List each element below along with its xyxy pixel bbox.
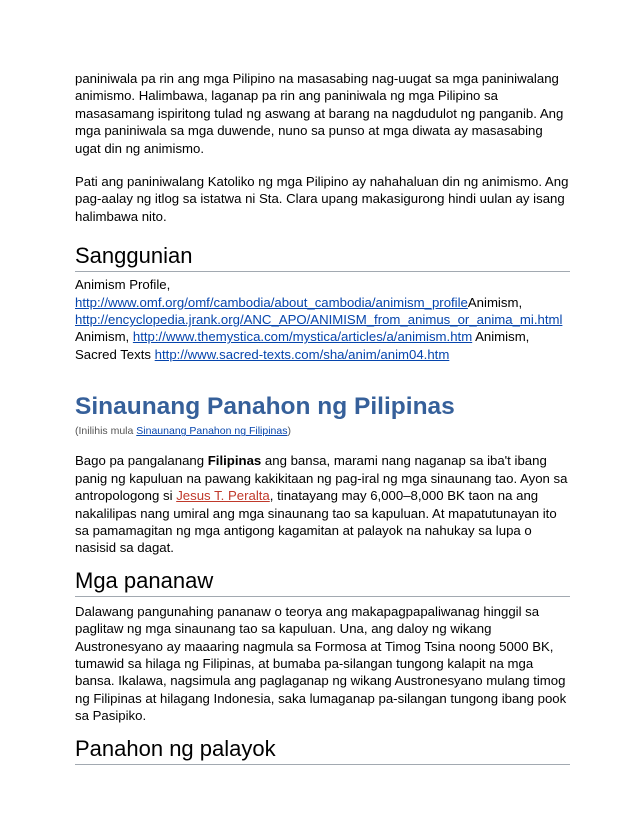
redirect-prefix: (Inilihis mula: [75, 425, 134, 438]
ref-text-1: Animism Profile,: [75, 277, 171, 293]
ref-link-omf[interactable]: http://www.omf.org/omf/cambodia/about_cambodia/animism_profile: [75, 294, 468, 310]
paragraph-sinaunang-panahon: [75, 452, 570, 556]
paragraph-mga-pananaw: Dalawang pangunahing pananaw o teorya ang makapagpapaliwanag hinggil sa paglitaw ng mga sinaunang tao sa kapuluan. Una, ang daloy ng wikang Austronesyano ay maaaring nagmula sa Formosa at Timog Tsina noong 5000 BK, tumawid sa hilaga ng Filipinas, at bumaba pa-silangan tungong kalapit na mga bansa. Ikalawa, nagsimula ang paglaganap ng wikang Austronesyano mulang timog ng Filipinas at hilagang Indonesia, saka lumaganap pa-silangan tungong ibang pook sa Pasipiko.: [75, 603, 567, 724]
ref-text-2: Animism,: [467, 294, 523, 310]
intro-text-a: Bago pa pangalanang: [75, 453, 205, 469]
ref-link-sacred-texts[interactable]: http://www.sacred-texts.com/sha/anim/anim04.htm: [154, 346, 450, 362]
intro-text-c: , tinatayang may 6,000–8,000 BK taon na ang nakalilipas nang umiral ang mga sinaunang tao sa kapuluan. At mapatutunayan ito sa pamamagitan ng mga antigong kagamitan at palayok na nahukay sa lupa o nasisid sa dagat.: [75, 488, 557, 556]
ref-link-themystica[interactable]: http://www.themystica.com/mystica/articles/a/animism.htm: [132, 329, 473, 345]
page-content: [75, 70, 570, 765]
ref-text-3: Animism,: [75, 329, 130, 345]
ref-text-4: Animism, Sacred Texts: [75, 329, 530, 362]
ref-link-jrank[interactable]: http://encyclopedia.jrank.org/ANC_APO/ANIMISM_from_animus_or_anima_mi.html: [75, 312, 563, 328]
heading-mga-pananaw: Mga pananaw: [75, 567, 570, 597]
heading-sanggunian: Sanggunian: [75, 242, 570, 272]
paragraph-animism-beliefs: paniniwala pa rin ang mga Pilipino na masasabing nag-uugat sa mga paniniwalang animismo. Halimbawa, laganap pa rin ang paniniwala ng mga Pilipino sa masasamang ispiritong tulad ng aswang at barang na nagdudulot ng panganib. Ang mga paniniwala sa mga duwende, nuno sa punso at mga diwata ay masasabing ugat din ng animismo.: [75, 71, 564, 156]
section-title: Sinaunang Panahon ng Pilipinas: [75, 393, 455, 421]
intro-text-b: ang bansa, marami nang naganap sa iba't ibang panig ng kapuluan na pawang kakikitaan ng pag-iral ng mga sinaunang tao. Ayon sa antropologong si: [75, 453, 568, 504]
references-list: [75, 276, 570, 363]
redirect-suffix: ): [287, 425, 291, 438]
heading-panahon-ng-palayok: Panahon ng palayok: [75, 735, 570, 765]
paragraph-catholic-animism: Pati ang paniniwalang Katoliko ng mga Pilipino ay nahahaluan din ng animismo. Ang pag-aalay ng itlog sa istatwa ni Sta. Clara upang makasigurong hindi uulan ay isang halimbawa nito.: [75, 174, 569, 224]
peralta-link[interactable]: Jesus T. Peralta: [176, 488, 270, 504]
redirect-note: [75, 424, 570, 438]
redirect-link[interactable]: Sinaunang Panahon ng Filipinas: [136, 425, 288, 438]
intro-bold-filipinas: Filipinas: [207, 453, 262, 469]
